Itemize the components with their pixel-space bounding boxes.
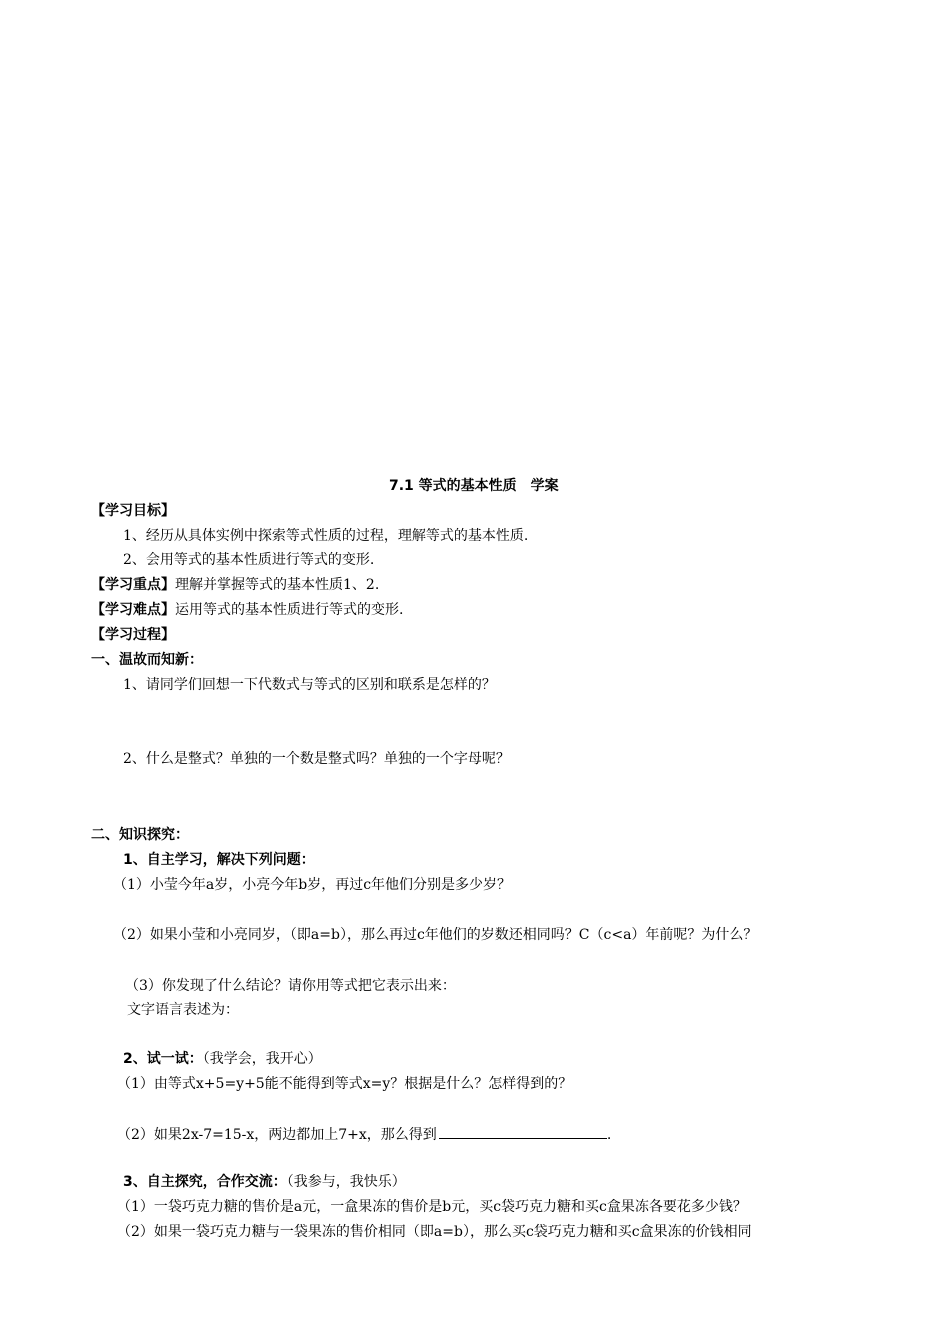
part3-question-1: （1）一袋巧克力糖的售价是a元，一盒果冻的售价是b元，买c袋巧克力糖和买c盒果冻各要花多少钱？ <box>117 1199 747 1215</box>
part3-question-2: （2）如果一袋巧克力糖与一袋果冻的售价相同（即a=b），那么买c袋巧克力糖和买c盒果冻的价钱相同 <box>117 1224 752 1240</box>
key-points-heading: 【学习重点】 <box>91 577 175 593</box>
part2-question-2: （2）如果2x-7=15-x，两边都加上7+x，那么得到 <box>117 1127 437 1143</box>
key-points-text: 理解并掌握等式的基本性质1、2. <box>175 577 380 593</box>
key-points-line <box>91 576 379 594</box>
part3-heading: 3、自主探究，合作交流： <box>123 1174 287 1190</box>
difficulties-heading: 【学习难点】 <box>91 602 175 618</box>
part1-question-3-note: 文字语言表述为： <box>127 1002 239 1018</box>
document-title: 7.1 等式的基本性质 学案 <box>389 478 559 494</box>
part2-heading-note: （我学会，我开心） <box>202 1051 322 1067</box>
answer-blank[interactable] <box>439 1125 607 1139</box>
part2-question-2-line <box>117 1125 611 1144</box>
part2-heading-line <box>123 1050 322 1068</box>
process-heading: 【学习过程】 <box>91 627 175 643</box>
objective-item-2: 2、会用等式的基本性质进行等式的变形. <box>123 552 375 568</box>
part3-heading-note: （我参与，我快乐） <box>286 1174 406 1190</box>
section1-question-2: 2、什么是整式？单独的一个数是整式吗？单独的一个字母呢？ <box>123 751 510 767</box>
part1-question-3: （3）你发现了什么结论？请你用等式把它表示出来： <box>125 978 456 994</box>
part2-question-1: （1）由等式x+5=y+5能不能得到等式x=y？根据是什么？怎样得到的？ <box>117 1076 573 1092</box>
part3-heading-line <box>123 1173 406 1191</box>
objectives-heading: 【学习目标】 <box>91 503 175 519</box>
section2-heading: 二、知识探究： <box>91 827 189 843</box>
part1-question-1: （1）小莹今年a岁，小亮今年b岁，再过c年他们分别是多少岁？ <box>113 877 512 893</box>
part1-question-2: （2）如果小莹和小亮同岁，（即a=b），那么再过c年他们的岁数还相同吗？C（c<a）年前呢？为什么？ <box>113 927 758 943</box>
part2-question-2-end: . <box>606 1127 612 1143</box>
part2-heading: 2、试一试： <box>123 1051 203 1067</box>
difficulties-text: 运用等式的基本性质进行等式的变形. <box>175 602 404 618</box>
part1-heading: 1、自主学习，解决下列问题： <box>123 852 315 868</box>
section1-heading: 一、温故而知新： <box>91 652 203 668</box>
section1-question-1: 1、请同学们回想一下代数式与等式的区别和联系是怎样的？ <box>123 677 496 693</box>
objective-item-1: 1、经历从具体实例中探索等式性质的过程，理解等式的基本性质. <box>123 528 529 544</box>
difficulties-line <box>91 601 403 619</box>
